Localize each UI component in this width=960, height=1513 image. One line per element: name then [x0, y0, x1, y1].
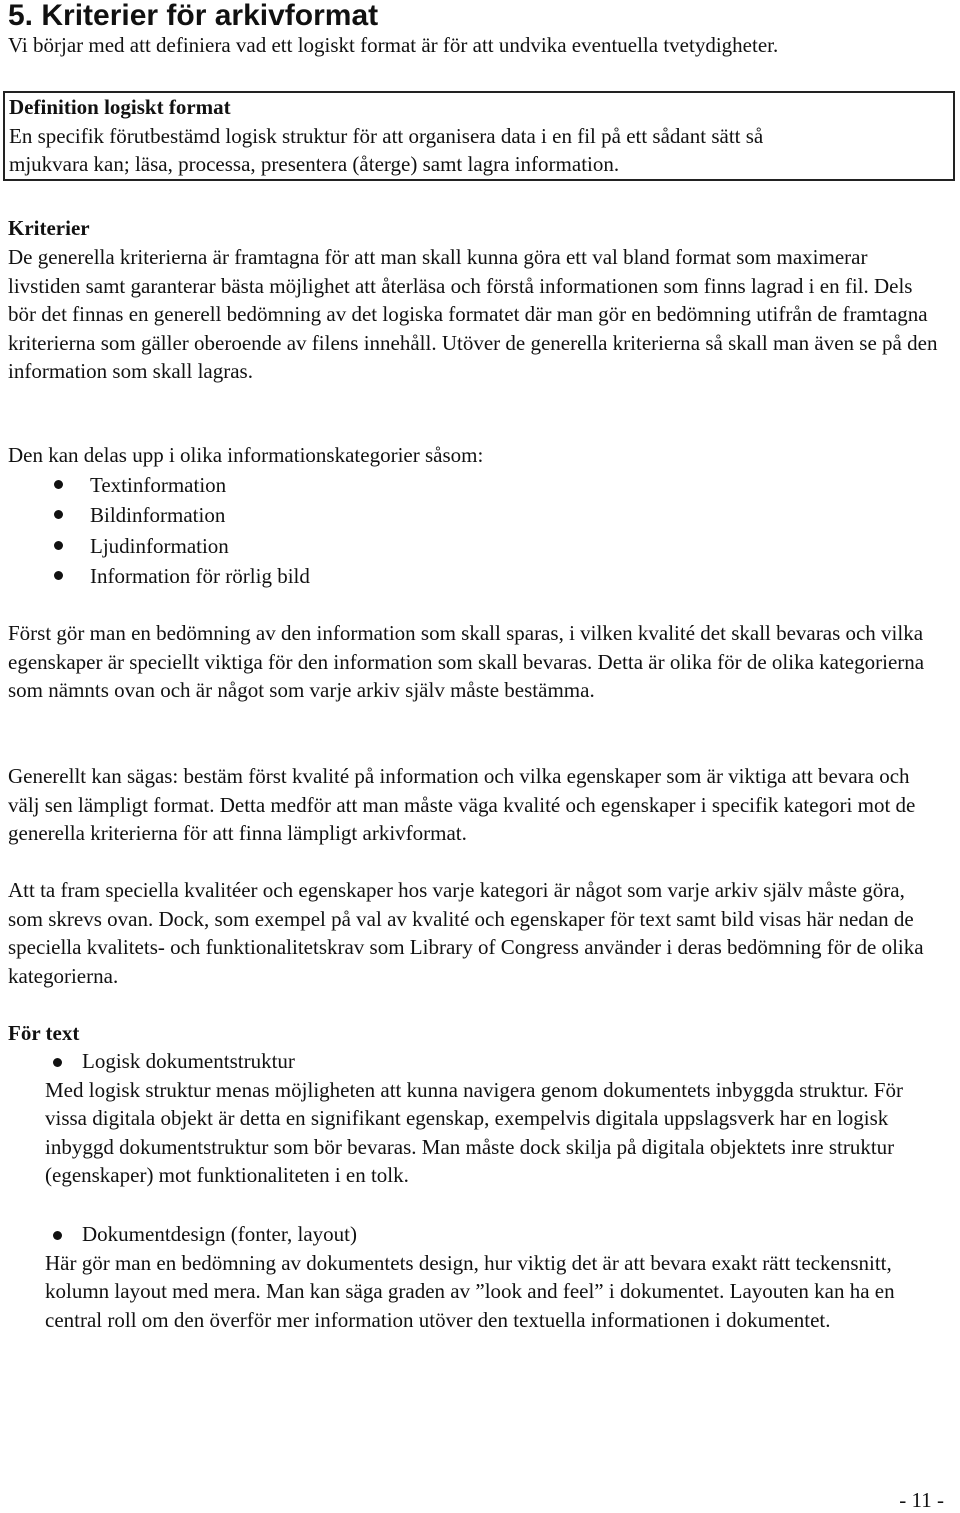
section-heading: 5. Kriterier för arkivformat [8, 0, 379, 32]
bullet-icon [54, 541, 63, 550]
bullet-icon [53, 1058, 62, 1067]
for-text-item-structure [8, 1047, 943, 1190]
list-item [8, 500, 310, 530]
bullet-icon [54, 571, 63, 580]
criteria-heading: Kriterier [8, 216, 90, 240]
list-item [8, 561, 310, 591]
criteria-body: De generella kriterierna är framtagna för att man skall kunna göra ett val bland format som maximerar livstiden samt garanterar bästa möjlighet att återläsa och förstå informationen som finns lagrad i en fil. Dels bör det finnas en generell bedömning av det logiska formatet där man gör en bedömning utifrån de framtagna kriterierna som gäller oberoende av filens innehåll. Utöver de generella kriterierna så skall man även se på den information som skall lagras. [8, 245, 938, 384]
categories-intro: Den kan delas upp i olika informationskategorier såsom: [8, 443, 484, 467]
bullet-icon [53, 1231, 62, 1240]
definition-line-2: mjukvara kan; läsa, processa, presentera (återge) samt lagra information. [9, 152, 620, 177]
item-title: Dokumentdesign (fonter, layout) [82, 1222, 358, 1246]
page-number: - 11 - [899, 1488, 944, 1512]
intro-text: Vi börjar med att definiera vad ett logiskt format är för att undvika eventuella tvetydigheter. [8, 33, 779, 57]
item-body: Här gör man en bedömning av dokumentets design, hur viktig det är att bevara exakt rätt teckensnitt, kolumn layout med mera. Man kan säga graden av ”look and feel” i dokumentet. Layouten kan ha en central roll om den överför mer information utöver den textuella informationen i dokumentet. [45, 1250, 895, 1332]
category-label: Information för rörlig bild [90, 564, 310, 589]
paragraph-assessment: Först gör man en bedömning av den information som skall sparas, i vilken kvalité det skall bevaras och vilka egenskaper är speciellt viktiga för den information som skall bevaras. Detta är olika för de olika kategorierna som nämnts ovan och är något som varje arkiv själv måste bestämma. [8, 621, 925, 703]
item-body: Med logisk struktur menas möjligheten att kunna navigera genom dokumentets inbyggda struktur. För vissa digitala objekt är detta en signifikant egenskap, exempelvis digitala uppslagsverk har en logisk inbyggd dokumentstruktur som bör bevaras. Man måste dock skilja på digitala objektets inre struktur (egenskaper) mot funktionaliteten i en tolk. [45, 1077, 903, 1188]
list-item [8, 470, 310, 500]
paragraph-examples: Att ta fram speciella kvalitéer och egenskaper hos varje kategori är något som varje arkiv själv måste göra, som skrevs ovan. Dock, som exempel på val av kvalité och egenskaper för text samt bild visas här nedan de speciella kvalitets- och funktionalitetskrav som Library of Congress använder i deras bedömning för de olika kategorierna. [8, 878, 924, 988]
categories-list [8, 470, 310, 592]
bullet-icon [54, 480, 63, 489]
category-label: Textinformation [90, 473, 227, 497]
category-label: Ljudinformation [90, 533, 229, 558]
definition-title: Definition logiskt format [9, 95, 231, 119]
definition-line-1: En specifik förutbestämd logisk struktur för att organisera data i en fil på ett sådant sätt så [9, 123, 764, 148]
bullet-icon [54, 510, 63, 519]
item-title: Logisk dokumentstruktur [82, 1049, 295, 1073]
paragraph-general: Generellt kan sägas: bestäm först kvalité på information och vilka egenskaper som är viktiga att bevara och välj sen lämpligt format. Detta medför att man måste väga kvalité och egenskaper i specifik kategori mot de generella kriterierna för att finna lämpligt arkivformat. [8, 764, 916, 846]
for-text-item-design [8, 1220, 943, 1334]
list-item [8, 531, 310, 561]
category-label: Bildinformation [90, 503, 226, 528]
definition-box [3, 91, 955, 181]
for-text-heading: För text [8, 1021, 80, 1045]
